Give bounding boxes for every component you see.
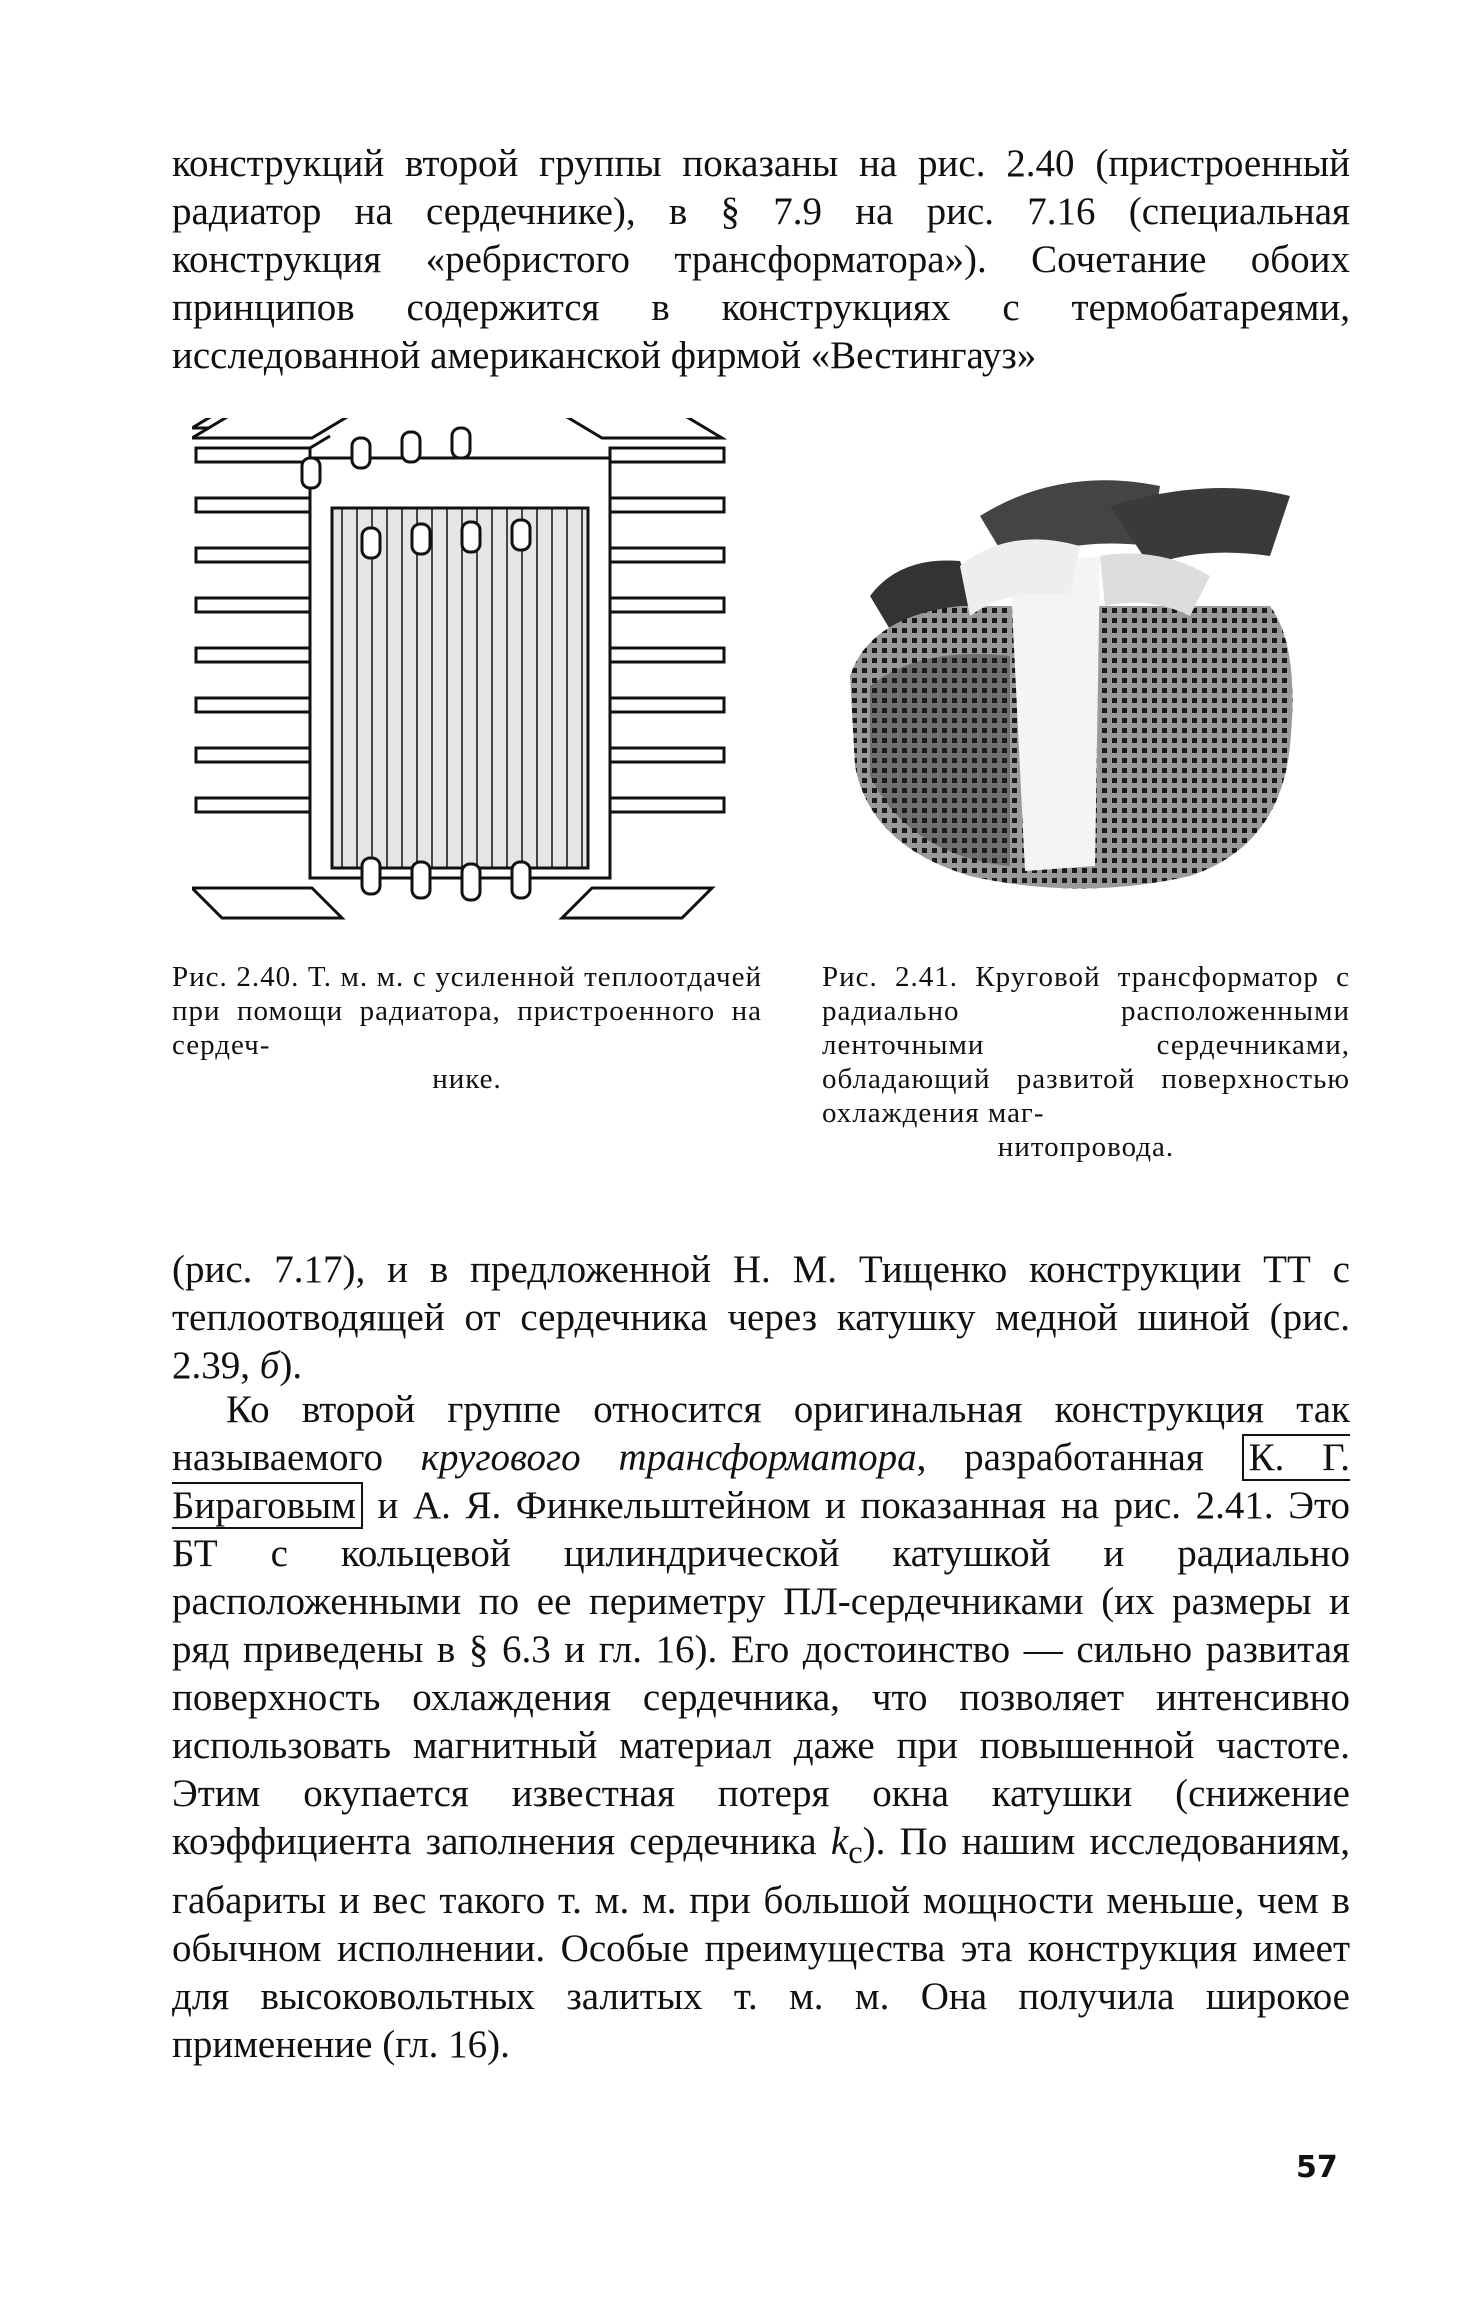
symbol-k-subscript: c (848, 1834, 863, 1871)
caption-2-41-text: Рис. 2.41. Круговой трансформатор с радиально расположенными ленточными сердечниками, обладающий развитой поверхностью охлаждения маг- (822, 961, 1350, 1129)
paragraph-top: конструкций второй группы показаны на рис. 2.40 (пристроенный радиатор на сердечнике), в § 7.9 на рис. 7.16 (специальная конструкция «ребристого трансформатора»). Сочетание обоих принципов содержится в конструкциях с термобатареями, исследованной американской фирмой «Вестингауз» (172, 142, 1350, 377)
caption-2-40-last-line: нике. (432, 1063, 502, 1095)
figure-2-40-radiator-transformer (192, 418, 728, 926)
paragraph-middle (172, 1246, 1350, 1390)
para-main-italic-term: кругового трансформатора (420, 1436, 917, 1479)
para-main-part4: ). По нашим исследованиям, габариты и вес такого т. м. м. при большой мощности меньше, чем в обычном исполнении. Особые преимущества эта конструкция имеет для высоковольтных залитых т. м. м. Она получила широкое применение (гл. 16). (172, 1820, 1351, 2066)
symbol-k: k (830, 1820, 849, 1863)
caption-figure-2-41 (822, 960, 1350, 1164)
caption-2-41-last-line: нитопровода. (997, 1131, 1175, 1163)
figure-2-41-circular-transformer-photo (830, 446, 1300, 906)
para-mid-italic: б (259, 1344, 280, 1387)
para-main-part1: Ко второй группе относится оригинальная конструкция так называемого (172, 1388, 1350, 1479)
para-main-part3: и А. Я. Финкельштейном и показанная на рис. 2.41. Это БТ с кольцевой цилиндрической катушкой и радиально расположенными по ее периметру ПЛ-сердечниками (их размеры и ряд приведены в § 6.3 и гл. 16). Его достоинство — сильно развитая поверхность охлаждения сердечника, что позволяет интенсивно использовать магнитный материал даже при повышенной частоте. Этим окупается известная потеря окна катушки (снижение коэффициента заполнения сердечника (172, 1484, 1350, 1863)
para-mid-after: ). (279, 1344, 303, 1387)
paragraph-main (172, 1386, 1350, 2069)
para-main-part2: , разработанная (916, 1436, 1242, 1479)
caption-figure-2-40 (172, 960, 762, 1096)
page-number: 57 (1296, 2150, 1338, 2185)
boxed-author-name: К. Г. Бираговым (172, 1436, 1350, 1527)
para-mid-before: (рис. 7.17), и в предложенной Н. М. Тищенко конструкции ТТ с теплоотводящей от сердечника через катушку медной шиной (рис. 2.39, (172, 1248, 1350, 1387)
caption-2-40-text: Рис. 2.40. Т. м. м. с усиленной теплоотдачей при помощи радиатора, пристроенного на сердеч- (172, 961, 762, 1061)
